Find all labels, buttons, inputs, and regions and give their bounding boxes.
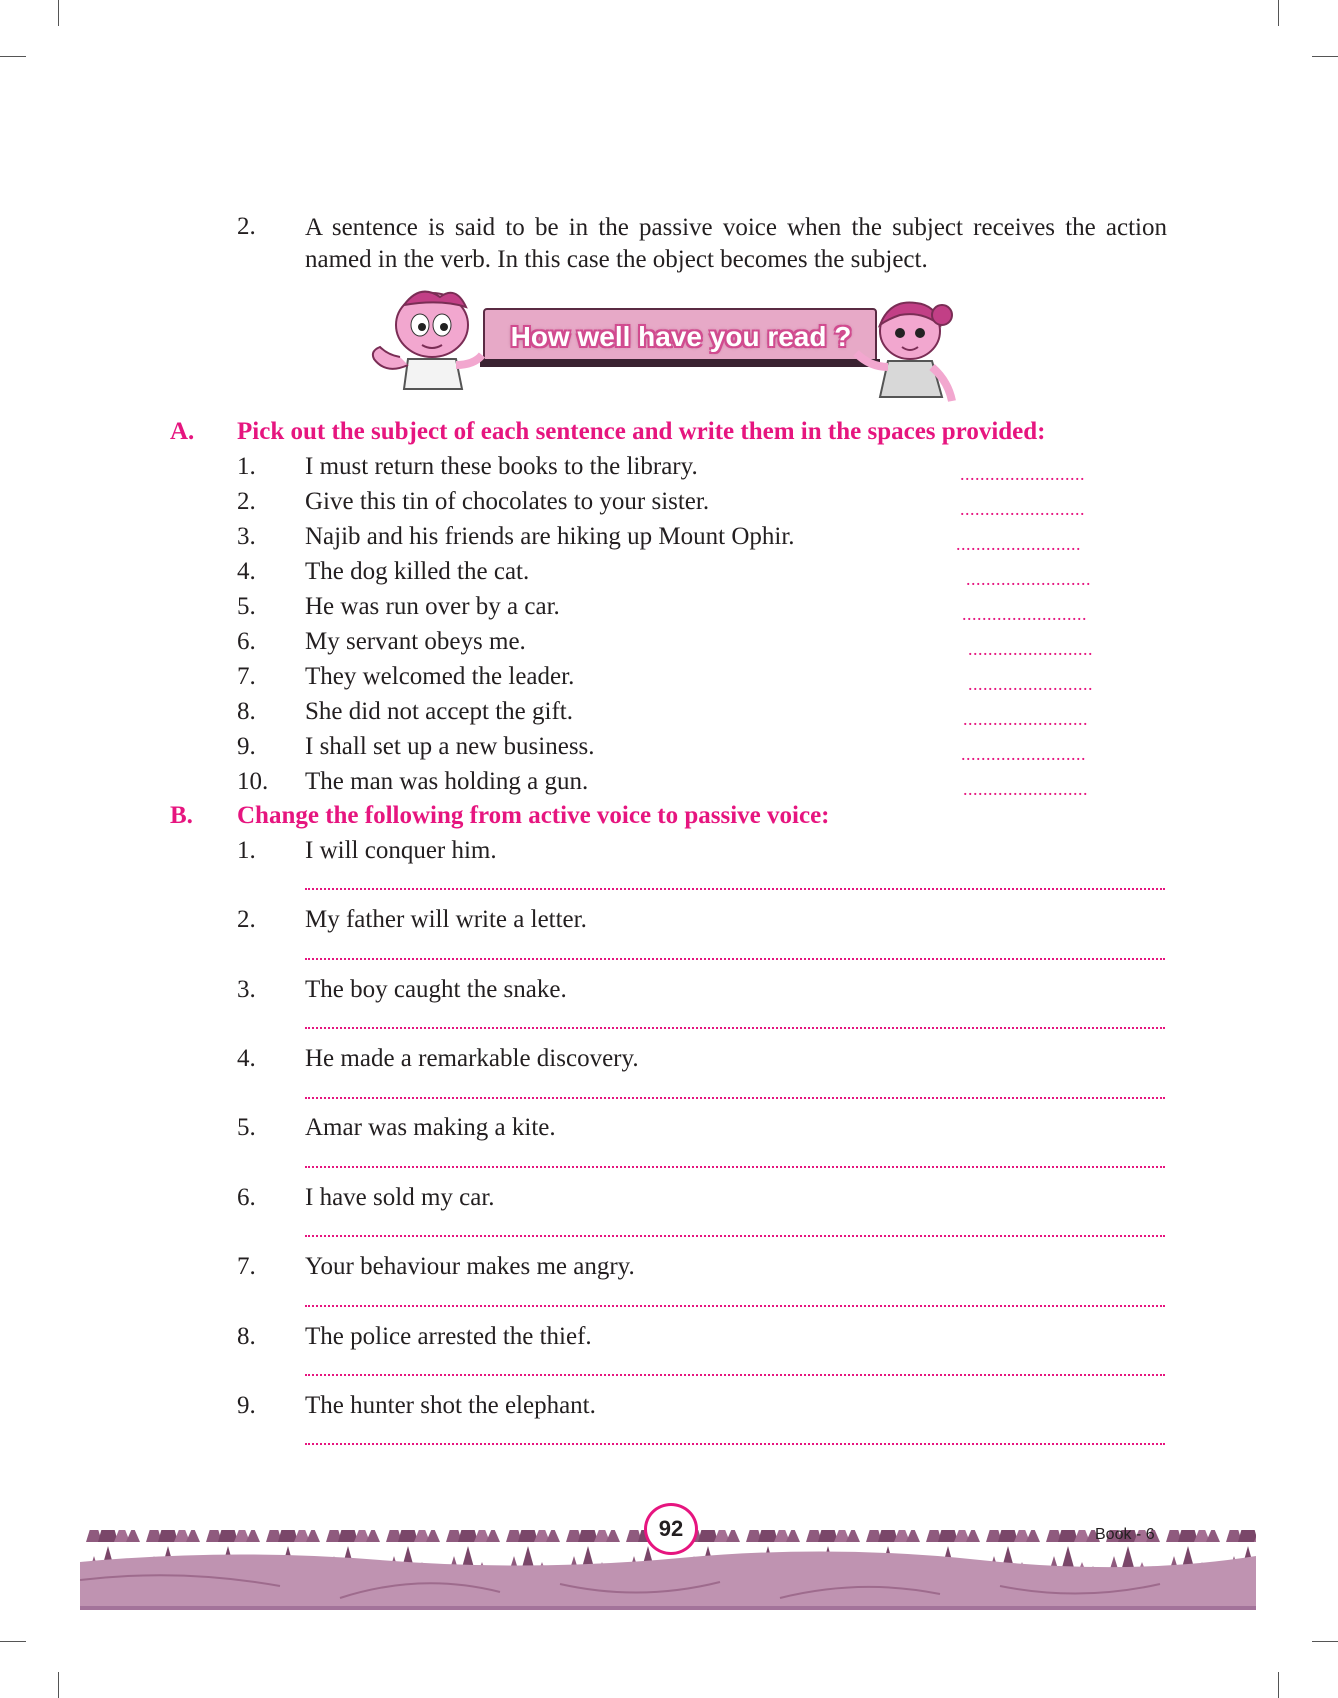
book-label: Book - 6: [1095, 1526, 1155, 1543]
crop-mark: [0, 56, 26, 57]
list-item-text: The boy caught the snake.: [305, 976, 567, 1003]
answer-blank[interactable]: .........................: [956, 534, 1081, 554]
answer-blank[interactable]: .........................: [960, 499, 1085, 519]
list-item-number: 3.: [237, 976, 256, 1003]
list-item-number: 2.: [237, 488, 256, 515]
answer-line[interactable]: [305, 1235, 1165, 1237]
list-item-text: He was run over by a car.: [305, 593, 560, 620]
list-item-number: 8.: [237, 698, 256, 725]
list-item-number: 5.: [237, 593, 256, 620]
crop-mark: [1278, 1672, 1279, 1698]
list-item-number: 9.: [237, 1392, 256, 1419]
list-item-number: 4.: [237, 558, 256, 585]
crop-mark: [1312, 56, 1338, 57]
answer-blank[interactable]: .........................: [968, 639, 1093, 659]
answer-blank[interactable]: .........................: [960, 464, 1085, 484]
list-item-text: The man was holding a gun.: [305, 768, 589, 795]
answer-line[interactable]: [305, 958, 1165, 960]
list-item-text: Your behaviour makes me angry.: [305, 1253, 635, 1280]
answer-line[interactable]: [305, 1027, 1165, 1029]
list-item-text: He made a remarkable discovery.: [305, 1045, 639, 1072]
list-item-number: 6.: [237, 628, 256, 655]
crop-mark: [58, 0, 59, 26]
answer-blank[interactable]: .........................: [963, 779, 1088, 799]
list-item-text: The police arrested the thief.: [305, 1323, 592, 1350]
list-item-number: 5.: [237, 1114, 256, 1141]
list-item-number: 2.: [237, 906, 256, 933]
list-item-number: 7.: [237, 663, 256, 690]
list-item-text: She did not accept the gift.: [305, 698, 573, 725]
answer-line[interactable]: [305, 1443, 1165, 1445]
list-item-number: 6.: [237, 1184, 256, 1211]
list-item-number: 9.: [237, 733, 256, 760]
answer-line[interactable]: [305, 1166, 1165, 1168]
banner-title: How well have you read ?: [510, 321, 852, 352]
crop-mark: [1312, 1641, 1338, 1642]
section-a-title: Pick out the subject of each sentence and write them in the spaces provided:: [237, 418, 1046, 445]
answer-line[interactable]: [305, 1374, 1165, 1376]
crop-mark: [58, 1672, 59, 1698]
list-item-text: The dog killed the cat.: [305, 558, 530, 585]
list-item-text: Najib and his friends are hiking up Mount Ophir.: [305, 523, 795, 550]
intro-paragraph: A sentence is said to be in the passive voice when the subject receives the action named in the verb. In this case the object becomes the subject.: [305, 214, 1167, 273]
list-item-text: I have sold my car.: [305, 1184, 495, 1211]
crop-mark: [0, 1641, 26, 1642]
list-item-text: My father will write a letter.: [305, 906, 587, 933]
list-item-number: 7.: [237, 1253, 256, 1280]
list-item-text: Amar was making a kite.: [305, 1114, 556, 1141]
answer-blank[interactable]: .........................: [966, 569, 1091, 589]
answer-line[interactable]: [305, 1097, 1165, 1099]
list-item-number: 10.: [237, 768, 269, 795]
list-item-text: Give this tin of chocolates to your sister.: [305, 488, 710, 515]
answer-blank[interactable]: .........................: [963, 709, 1088, 729]
answer-line[interactable]: [305, 1305, 1165, 1307]
answer-blank[interactable]: .........................: [961, 744, 1086, 764]
list-item-number: 4.: [237, 1045, 256, 1072]
list-item-number: 1.: [237, 453, 256, 480]
list-item-text: My servant obeys me.: [305, 628, 526, 655]
intro-number: 2.: [237, 213, 256, 240]
crop-mark: [1278, 0, 1279, 26]
section-b-letter: B.: [170, 802, 193, 829]
list-item-text: The hunter shot the elephant.: [305, 1392, 596, 1419]
list-item-text: They welcomed the leader.: [305, 663, 575, 690]
boy-cartoon-icon: [373, 292, 482, 389]
list-item-text: I will conquer him.: [305, 837, 497, 864]
section-a-letter: A.: [170, 418, 195, 445]
list-item-number: 1.: [237, 837, 256, 864]
list-item-text: I must return these books to the library.: [305, 453, 698, 480]
answer-blank[interactable]: .........................: [962, 604, 1087, 624]
section-b-title: Change the following from active voice to passive voice:: [237, 802, 830, 829]
answer-line[interactable]: [305, 888, 1165, 890]
list-item-number: 8.: [237, 1323, 256, 1350]
page-number: 92: [644, 1503, 698, 1555]
list-item-number: 3.: [237, 523, 256, 550]
answer-blank[interactable]: .........................: [968, 674, 1093, 694]
list-item-text: I shall set up a new business.: [305, 733, 595, 760]
